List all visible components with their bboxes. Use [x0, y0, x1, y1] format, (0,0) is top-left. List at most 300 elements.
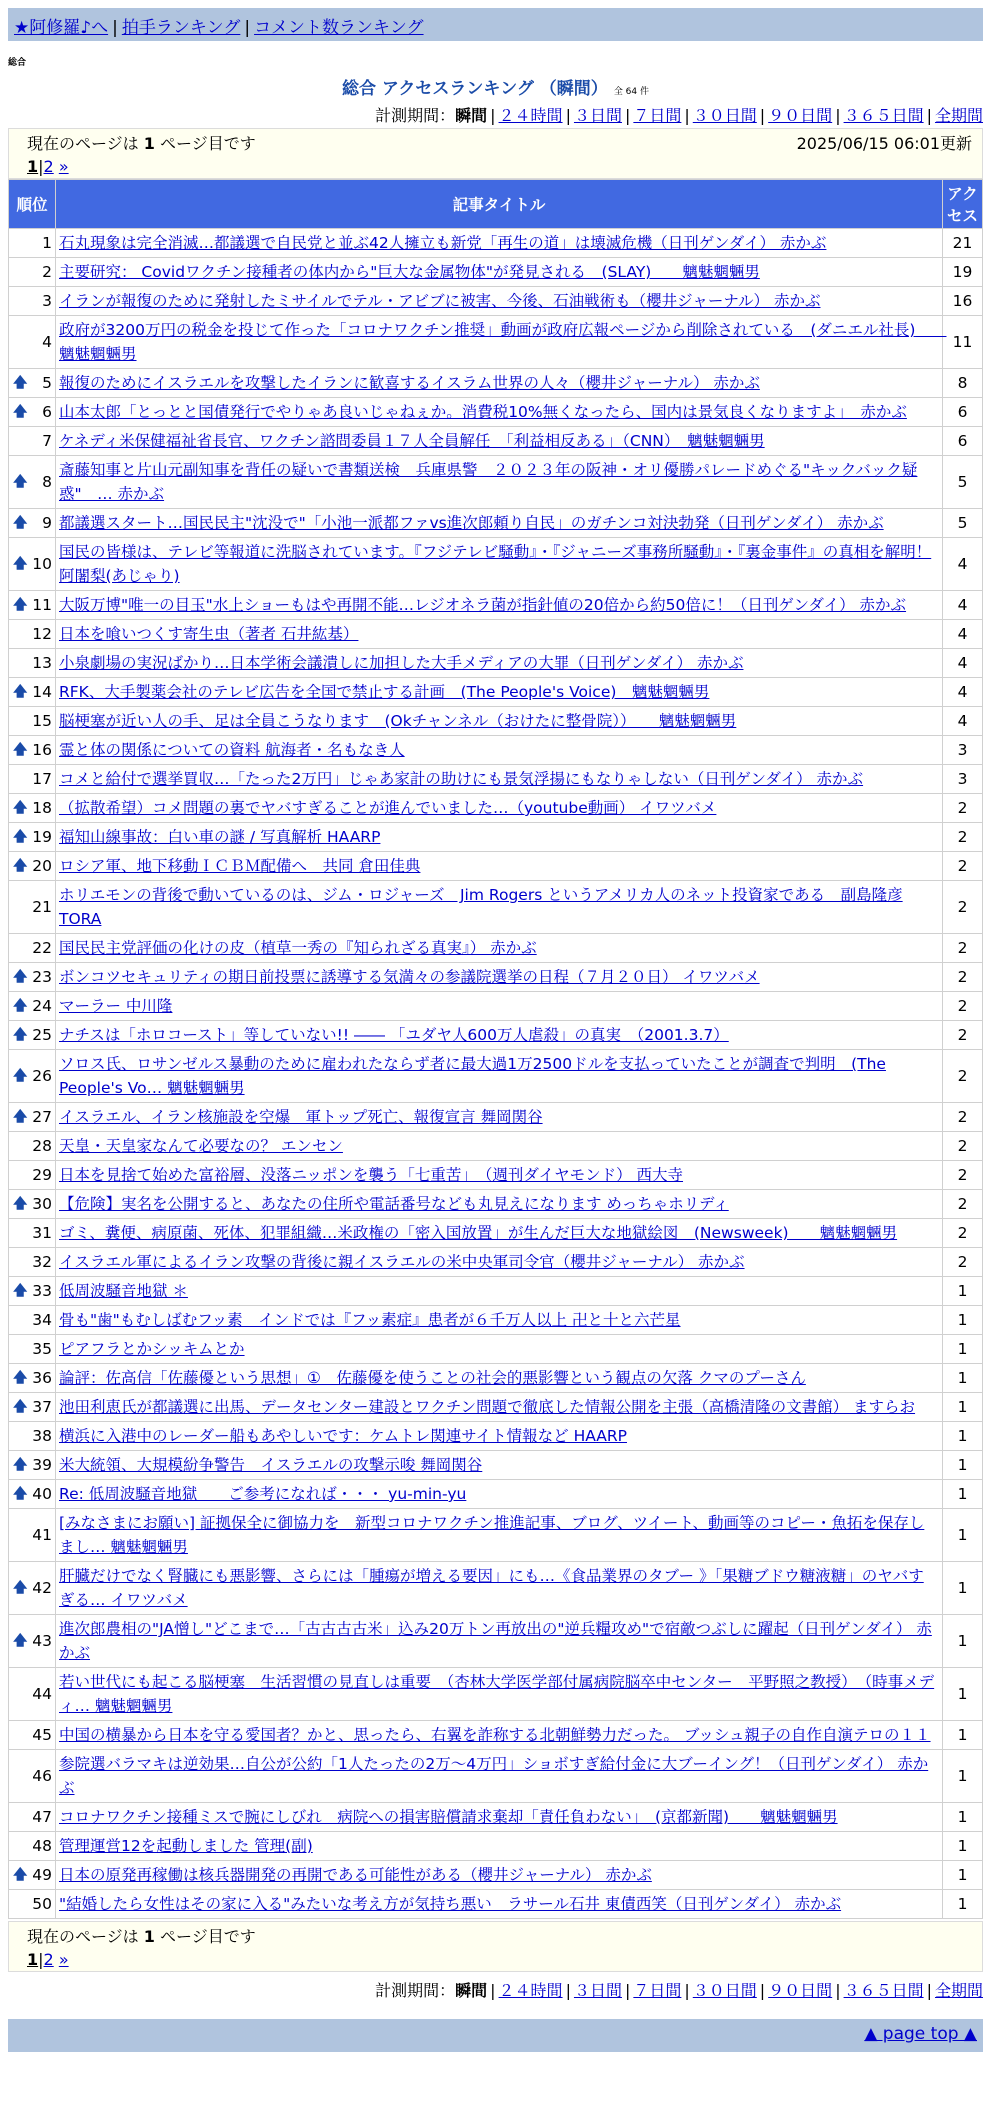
article-link[interactable]: （拡散希望）コメ問題の裏でヤバすぎることが進んでいました…（youtube動画） イワツバメ	[59, 799, 717, 817]
period-link[interactable]: ９０日間	[768, 1981, 833, 2000]
table-row	[9, 963, 983, 992]
period-sep: |	[684, 1981, 690, 2000]
pagination	[27, 157, 972, 176]
article-link[interactable]: 都議選スタート…国民民主"沈没で"「小池一派都ファvs進次郎頼り自民」のガチンコ対決勃発（日刊ゲンダイ） 赤かぶ	[59, 514, 884, 532]
article-link[interactable]: 【危険】実名を公開すると、あなたの住所や電話番号なども丸見えになります めっちゃホリディ	[59, 1195, 729, 1213]
period-link[interactable]: ３６５日間	[843, 106, 924, 125]
article-link[interactable]: 主要研究： Covidワクチン接種者の体内から"巨大な金属物体"が発見される (SLAY) 魑魅魍魎男	[59, 263, 760, 281]
rank-cell	[9, 1364, 56, 1393]
article-link[interactable]: 霊と体の関係についての資料 航海者・名もなき人	[59, 741, 405, 759]
table-row	[9, 591, 983, 620]
title-cell	[56, 1393, 943, 1422]
rank-number: 44	[32, 1685, 52, 1703]
article-link[interactable]: ソロス氏、ロサンゼルス暴動のために雇われたならず者に最大過1万2500ドルを支払っていたことが調査で判明 (The People's Vo… 魑魅魍魎男	[59, 1055, 886, 1097]
rank-number: 35	[32, 1340, 52, 1358]
period-current: 瞬間	[455, 106, 488, 125]
pager-sep: |	[38, 157, 44, 176]
table-row	[9, 1451, 983, 1480]
article-link[interactable]: 進次郎農相の"JA憎し"どこまで…「古古古古米」込み20万トン再放出の"逆兵糧攻め"で宿敵つぶしに躍起（日刊ゲンダイ） 赤かぶ	[59, 1620, 932, 1662]
article-link[interactable]: RFK、大手製薬会社のテレビ広告を全国で禁止する計画 (The People's Voice) 魑魅魍魎男	[59, 683, 710, 701]
page-title	[0, 74, 991, 99]
page-current: 1	[27, 157, 39, 176]
article-link[interactable]: 日本を喰いつくす寄生虫（著者 石井紘基）	[59, 625, 359, 643]
access-count: 2	[943, 992, 983, 1021]
article-link[interactable]: 国民の皆様は、テレビ等報道に洗脳されています。『フジテレビ騒動』・『ジャニーズ事務所騒動』・『裏金事件』の真相を解明！ 阿闍梨(あじゃり)	[59, 543, 932, 585]
article-link[interactable]: 横浜に入港中のレーダー船もあやしいです：ケムトレ関連サイト情報など HAARP	[59, 1427, 627, 1445]
rank-up-icon: 🡅	[13, 375, 28, 391]
rank-cell	[9, 1803, 56, 1832]
title-cell	[56, 591, 943, 620]
table-row	[9, 1832, 983, 1861]
access-count: 2	[943, 1021, 983, 1050]
table-row	[9, 1364, 983, 1393]
article-link[interactable]: 骨も"歯"もむしばむフッ素 インドでは『フッ素症』患者が６千万人以上 卍と十と六芒星	[59, 1311, 681, 1329]
table-row	[9, 1668, 983, 1721]
rank-cell	[9, 1132, 56, 1161]
access-count: 1	[943, 1750, 983, 1803]
access-count: 1	[943, 1480, 983, 1509]
title-cell	[56, 1562, 943, 1615]
rank-cell	[9, 1480, 56, 1509]
rank-cell	[9, 1832, 56, 1861]
article-link[interactable]: ピアフラとかシッキムとか	[59, 1340, 245, 1358]
rank-cell	[9, 1021, 56, 1050]
table-row	[9, 1890, 983, 1919]
rank-number: 23	[32, 968, 52, 986]
rank-cell	[9, 736, 56, 765]
rank-cell	[9, 1335, 56, 1364]
period-sep: |	[759, 1981, 766, 2000]
title-cell	[56, 881, 943, 934]
title-cell	[56, 1509, 943, 1562]
access-count: 1	[943, 1890, 983, 1919]
rank-cell	[9, 1306, 56, 1335]
rank-number: 11	[32, 596, 52, 614]
title-cell	[56, 1219, 943, 1248]
rank-cell	[9, 1750, 56, 1803]
article-link[interactable]: コロナワクチン接種ミスで腕にしびれ 病院への損害賠償請求棄却「責任負わない」 (京都新聞) 魑魅魍魎男	[59, 1808, 838, 1826]
article-link[interactable]: マーラー 中川隆	[59, 997, 173, 1015]
title-header: 記事タイトル	[56, 180, 943, 229]
rank-number: 36	[32, 1369, 52, 1387]
rank-cell	[9, 509, 56, 538]
article-link[interactable]: 日本の原発再稼働は核兵器開発の再開である可能性がある（櫻井ジャーナル） 赤かぶ	[59, 1866, 652, 1884]
rank-up-icon: 🡅	[13, 969, 28, 985]
title-cell	[56, 1161, 943, 1190]
pager-sep: |	[38, 1950, 44, 1969]
access-count: 1	[943, 1335, 983, 1364]
table-row	[9, 1335, 983, 1364]
title-cell	[56, 1422, 943, 1451]
rank-cell	[9, 881, 56, 934]
access-count: 8	[943, 369, 983, 398]
rank-number: 39	[32, 1456, 52, 1474]
period-link[interactable]: ３日間	[573, 106, 622, 125]
article-link[interactable]: 政府が3200万円の税金を投じて作った「コロナワクチン推奨」動画が政府広報ページから削除されている (ダニエル社長) 魑魅魍魎男	[59, 321, 947, 363]
period-sep: |	[835, 1981, 841, 2000]
rank-number: 22	[32, 939, 52, 957]
article-link[interactable]: 日本を見捨て始めた富裕層、没落ニッポンを襲う「七重苦」 （週刊ダイヤモンド） 西大寺	[59, 1166, 684, 1184]
table-row	[9, 1277, 983, 1306]
article-link[interactable]: 参院選バラマキは逆効果…自公が公約「1人たったの2万〜4万円」ショボすぎ給付金に大ブーイング！（日刊ゲンダイ） 赤かぶ	[59, 1755, 929, 1797]
title-cell	[56, 456, 943, 509]
page-info-box-bottom	[8, 1921, 983, 1972]
period-sep: |	[565, 1981, 571, 2000]
period-link[interactable]: 全期間	[934, 106, 983, 125]
period-link[interactable]: ３０日間	[692, 106, 757, 125]
rank-cell	[9, 316, 56, 369]
article-link[interactable]: 小泉劇場の実況ばかり…日本学術会議潰しに加担した大手メディアの大罪（日刊ゲンダイ） 赤かぶ	[59, 654, 744, 672]
access-count: 2	[943, 1103, 983, 1132]
article-link[interactable]: ゴミ、糞便、病原菌、死体、犯罪組織…米政権の「密入国放置」が生んだ巨大な地獄絵図 (Newsweek) 魑魅魍魎男	[59, 1224, 898, 1242]
period-current-bottom: 瞬間	[455, 1981, 488, 2000]
page-link[interactable]: 2	[43, 1950, 54, 1969]
access-count: 1	[943, 1306, 983, 1335]
table-row	[9, 794, 983, 823]
rank-number: 20	[32, 857, 52, 875]
access-count: 1	[943, 1364, 983, 1393]
period-link[interactable]: ９０日間	[768, 106, 833, 125]
page-top-link[interactable]: ▲ page top ▲	[864, 2024, 977, 2044]
access-count: 2	[943, 1161, 983, 1190]
table-row	[9, 1615, 983, 1668]
access-count: 5	[943, 509, 983, 538]
total-count: 全 64 件	[613, 87, 649, 97]
rank-cell	[9, 1721, 56, 1750]
title-cell	[56, 398, 943, 427]
title-cell	[56, 649, 943, 678]
article-link[interactable]: ナチスは「ホロコースト」等していない!! ―― 「ユダヤ人600万人虐殺」の真実 （2001.3.7）	[59, 1026, 729, 1044]
period-selector	[8, 103, 983, 126]
rank-number: 42	[32, 1579, 52, 1597]
rank-number: 6	[42, 403, 52, 421]
access-count: 1	[943, 1668, 983, 1721]
period-link[interactable]: ３日間	[573, 1981, 622, 2000]
table-row	[9, 736, 983, 765]
next-page-link[interactable]: »	[58, 157, 69, 176]
rank-number: 41	[32, 1526, 52, 1544]
updated-timestamp: 2025/06/15 06:01更新	[796, 134, 972, 153]
article-link[interactable]: Re: 低周波騒音地獄 ご参考になれば・・・ yu-min-yu	[59, 1485, 467, 1503]
rank-up-icon: 🡅	[13, 858, 28, 874]
rank-number: 47	[32, 1808, 52, 1826]
table-row	[9, 509, 983, 538]
period-sep: |	[624, 1981, 631, 2000]
title-cell	[56, 1277, 943, 1306]
page-current: 1	[27, 1950, 39, 1969]
rank-up-icon: 🡅	[13, 1027, 28, 1043]
rank-cell	[9, 934, 56, 963]
article-link[interactable]: 論評：佐高信「佐藤優という思想」① 佐藤優を使うことの社会的悪影響という観点の欠落 クマのプーさん	[59, 1369, 806, 1387]
rank-number: 10	[32, 555, 52, 573]
access-count: 1	[943, 1451, 983, 1480]
title-cell	[56, 1803, 943, 1832]
rank-number: 38	[32, 1427, 52, 1445]
rank-cell	[9, 1562, 56, 1615]
rank-number: 5	[42, 374, 52, 392]
rank-number: 24	[32, 997, 52, 1015]
rank-up-icon: 🡅	[13, 1370, 28, 1386]
article-link[interactable]: 国民民主党評価の化けの皮（植草一秀の『知られざる真実』） 赤かぶ	[59, 939, 537, 957]
rank-cell	[9, 1161, 56, 1190]
page-info-box	[8, 128, 983, 179]
access-count: 6	[943, 398, 983, 427]
rank-cell	[9, 369, 56, 398]
table-row	[9, 1750, 983, 1803]
rank-number: 16	[32, 741, 52, 759]
rank-number: 3	[42, 292, 52, 310]
page-title-text: 総合 アクセスランキング （瞬間）	[341, 79, 608, 99]
table-row	[9, 1422, 983, 1451]
article-link[interactable]: [みなさまにお願い] 証拠保全に御協力を 新型コロナワクチン推進記事、ブログ、ツイート、動画等のコピー・魚拓を保存しまし… 魑魅魍魎男	[59, 1514, 925, 1556]
rank-number: 34	[32, 1311, 52, 1329]
access-count: 2	[943, 1050, 983, 1103]
article-link[interactable]: 報復のためにイスラエルを攻撃したイランに歓喜するイスラム世界の人々（櫻井ジャーナル） 赤かぶ	[59, 374, 760, 392]
table-row	[9, 934, 983, 963]
rank-up-icon: 🡅	[13, 474, 28, 490]
period-link[interactable]: ２４時間	[498, 106, 563, 125]
access-count: 3	[943, 765, 983, 794]
article-link[interactable]: 斎藤知事と片山元副知事を背任の疑いで書類送検 兵庫県警 ２０２３年の阪神・オリ優勝パレードめぐる"キックバック疑惑" … 赤かぶ	[59, 461, 918, 503]
access-count: 2	[943, 1219, 983, 1248]
title-cell	[56, 1050, 943, 1103]
table-row	[9, 649, 983, 678]
rank-cell	[9, 1103, 56, 1132]
access-count: 4	[943, 678, 983, 707]
period-sep: |	[490, 1981, 496, 2000]
rank-cell	[9, 765, 56, 794]
title-cell	[56, 1364, 943, 1393]
rank-cell	[9, 1668, 56, 1721]
rank-cell	[9, 678, 56, 707]
table-row	[9, 1219, 983, 1248]
period-link[interactable]: ２４時間	[498, 1981, 563, 2000]
access-count: 2	[943, 1248, 983, 1277]
rank-number: 13	[32, 654, 52, 672]
rank-up-icon: 🡅	[13, 800, 28, 816]
article-link[interactable]: 脳梗塞が近い人の手、足は全員こうなります (Okチャンネル（おけたに整骨院）） 魑魅魍魎男	[59, 712, 737, 730]
table-row	[9, 881, 983, 934]
rank-up-icon: 🡅	[13, 404, 28, 420]
table-row	[9, 456, 983, 509]
table-row	[9, 1248, 983, 1277]
period-link[interactable]: ７日間	[633, 1981, 682, 2000]
table-row	[9, 992, 983, 1021]
rank-cell	[9, 1248, 56, 1277]
access-count: 1	[943, 1393, 983, 1422]
page-status-bottom: 現在のページは 1 ページ目です	[27, 1927, 256, 1946]
rank-cell	[9, 620, 56, 649]
article-link[interactable]: ケネディ米保健福祉省長官、ワクチン諮問委員１７人全員解任 「利益相反ある」（CNN） 魑魅魍魎男	[59, 432, 765, 450]
title-cell	[56, 427, 943, 456]
period-link[interactable]: ３０日間	[692, 1981, 757, 2000]
access-count: 2	[943, 1132, 983, 1161]
table-row	[9, 369, 983, 398]
table-row	[9, 1132, 983, 1161]
period-link[interactable]: ３６５日間	[843, 1981, 924, 2000]
period-link[interactable]: ７日間	[633, 106, 682, 125]
access-count: 4	[943, 620, 983, 649]
title-cell	[56, 620, 943, 649]
footer-bar	[8, 2019, 983, 2052]
article-link[interactable]: イスラエル軍によるイラン攻撃の背後に親イスラエルの米中央軍司令官（櫻井ジャーナル） 赤かぶ	[59, 1253, 745, 1271]
article-link[interactable]: イスラエル、イラン核施設を空爆 軍トップ死亡、報復宣言 舞岡関谷	[59, 1108, 543, 1126]
access-count: 6	[943, 427, 983, 456]
rank-cell	[9, 398, 56, 427]
rank-cell	[9, 1615, 56, 1668]
title-cell	[56, 229, 943, 258]
title-cell	[56, 1668, 943, 1721]
period-selector-bottom	[8, 1978, 983, 2001]
title-cell	[56, 369, 943, 398]
comment-ranking-link[interactable]: コメント数ランキング	[254, 18, 424, 38]
rank-cell	[9, 1890, 56, 1919]
rank-up-icon: 🡅	[13, 1867, 28, 1883]
article-link[interactable]: ロシア軍、地下移動ＩＣＢＭ配備へ 共同 倉田佳典	[59, 857, 421, 875]
rank-number: 12	[32, 625, 52, 643]
title-cell	[56, 823, 943, 852]
rank-up-icon: 🡅	[13, 742, 28, 758]
access-count: 1	[943, 1509, 983, 1562]
table-row	[9, 287, 983, 316]
page-link[interactable]: 2	[43, 157, 54, 176]
title-cell	[56, 1335, 943, 1364]
title-cell	[56, 707, 943, 736]
rank-up-icon: 🡅	[13, 1457, 28, 1473]
pagination-bottom	[27, 1950, 972, 1969]
rank-cell	[9, 538, 56, 591]
period-sep: |	[490, 106, 496, 125]
rank-number: 32	[32, 1253, 52, 1271]
article-link[interactable]: 米大統領、大規模紛争警告 イスラエルの攻撃示唆 舞岡関谷	[59, 1456, 483, 1474]
rank-up-icon: 🡅	[13, 684, 28, 700]
access-count: 1	[943, 1615, 983, 1668]
rank-up-icon: 🡅	[13, 1399, 28, 1415]
article-link[interactable]: 福知山線事故：白い車の謎 / 写真解析 HAARP	[59, 828, 381, 846]
rank-up-icon: 🡅	[13, 829, 28, 845]
rank-number: 14	[32, 683, 52, 701]
article-link[interactable]: 池田利恵氏が都議選に出馬、データセンター建設とワクチン問題で徹底した情報公開を主張（高橋清隆の文書館） ますらお	[59, 1398, 916, 1416]
article-link[interactable]: 大阪万博"唯一の目玉"水上ショーもはや再開不能…レジオネラ菌が指針値の20倍から約50倍に！（日刊ゲンダイ） 赤かぶ	[59, 596, 907, 614]
access-count: 2	[943, 1190, 983, 1219]
access-count: 4	[943, 707, 983, 736]
rank-up-icon: 🡅	[13, 998, 28, 1014]
title-cell	[56, 538, 943, 591]
period-sep: |	[835, 106, 841, 125]
table-row	[9, 1803, 983, 1832]
period-sep: |	[926, 1981, 932, 2000]
title-cell	[56, 1132, 943, 1161]
access-count: 1	[943, 1832, 983, 1861]
rank-up-icon: 🡅	[13, 556, 28, 572]
page-status: 現在のページは 1 ページ目です	[27, 134, 256, 153]
table-row	[9, 678, 983, 707]
rank-number: 33	[32, 1282, 52, 1300]
period-sep: |	[624, 106, 631, 125]
rank-cell	[9, 707, 56, 736]
access-count: 3	[943, 736, 983, 765]
access-count: 1	[943, 1562, 983, 1615]
rank-number: 27	[32, 1108, 52, 1126]
article-link[interactable]: 天皇・天皇家なんて必要なの？ エンセン	[59, 1137, 343, 1155]
article-link[interactable]: コメと給付で選挙買収…「たった2万円」じゃあ家計の助けにも景気浮揚にもなりゃしない（日刊ゲンダイ） 赤かぶ	[59, 770, 864, 788]
article-link[interactable]: イランが報復のために発射したミサイルでテル・アビブに被害、今後、石油戦術も（櫻井ジャーナル） 赤かぶ	[59, 292, 821, 310]
title-cell	[56, 1832, 943, 1861]
rank-cell	[9, 823, 56, 852]
rank-number: 7	[42, 432, 52, 450]
home-link[interactable]: ★阿修羅♪へ	[14, 18, 109, 38]
table-row	[9, 1509, 983, 1562]
article-link[interactable]: 山本太郎「とっとと国債発行でやりゃあ良いじゃねぇか。消費税10%無くなったら、国内は景気良くなりますよ」 赤かぶ	[59, 403, 907, 421]
table-row	[9, 1306, 983, 1335]
rank-cell	[9, 649, 56, 678]
rank-number: 18	[32, 799, 52, 817]
rank-up-icon: 🡅	[13, 1283, 28, 1299]
table-row	[9, 852, 983, 881]
article-link[interactable]: ホリエモンの背後で動いているのは、ジム・ロジャーズ Jim Rogers というアメリカ人のネット投資家である 副島隆彦 TORA	[59, 886, 903, 928]
access-count: 11	[943, 316, 983, 369]
next-page-link[interactable]: »	[58, 1950, 69, 1969]
title-cell	[56, 1721, 943, 1750]
period-label: 計測期間：	[375, 106, 456, 125]
title-cell	[56, 1103, 943, 1132]
rank-cell	[9, 992, 56, 1021]
period-sep: |	[684, 106, 690, 125]
table-row	[9, 229, 983, 258]
title-cell	[56, 1248, 943, 1277]
article-link[interactable]: "結婚したら女性はその家に入る"みたいな考え方が気持ち悪い ラサール石井 東債西笑（日刊ゲンダイ） 赤かぶ	[59, 1895, 842, 1913]
article-link[interactable]: 石丸現象は完全消滅…都議選で自民党と並ぶ42人擁立も新党「再生の道」は壊滅危機（日刊ゲンダイ） 赤かぶ	[59, 234, 827, 252]
period-sep: |	[759, 106, 766, 125]
article-link[interactable]: 肝臓だけでなく腎臓にも悪影響、さらには「腫瘍が増える要因」にも…《食品業界のタブー 》「果糖ブドウ糖液糖」のヤバすぎる… イワツバメ	[59, 1567, 924, 1609]
rank-cell	[9, 852, 56, 881]
rank-number: 21	[32, 898, 52, 916]
table-row	[9, 398, 983, 427]
table-row	[9, 1393, 983, 1422]
period-label-bottom: 計測期間：	[375, 1981, 456, 2000]
rank-cell	[9, 963, 56, 992]
rank-number: 17	[32, 770, 52, 788]
table-row	[9, 258, 983, 287]
table-row	[9, 1050, 983, 1103]
table-row	[9, 765, 983, 794]
title-cell	[56, 1861, 943, 1890]
rank-cell	[9, 456, 56, 509]
rank-number: 49	[32, 1866, 52, 1884]
article-link[interactable]: 中国の横暴から日本を守る愛国者？かと、思ったら、右翼を詐称する北朝鮮勢力だった。 ブッシュ親子の自作自演テロの１１	[59, 1726, 931, 1744]
table-row	[9, 1562, 983, 1615]
rank-cell	[9, 794, 56, 823]
table-row	[9, 1161, 983, 1190]
title-cell	[56, 963, 943, 992]
article-link[interactable]: 管理運営12を起動しました 管理(副)	[59, 1837, 313, 1855]
rank-up-icon: 🡅	[13, 1580, 28, 1596]
rank-number: 9	[42, 514, 52, 532]
clap-ranking-link[interactable]: 拍手ランキング	[121, 18, 241, 38]
title-cell	[56, 287, 943, 316]
table-row	[9, 1861, 983, 1890]
article-link[interactable]: 若い世代にも起こる脳梗塞 生活習慣の見直しは重要 （杏林大学医学部付属病院脳卒中センター 平野照之教授） （時事メディ… 魑魅魍魎男	[59, 1673, 935, 1715]
period-link[interactable]: 全期間	[934, 1981, 983, 2000]
title-cell	[56, 794, 943, 823]
article-link[interactable]: ボンコツセキュリティの期日前投票に誘導する気満々の参議院選挙の日程（７月２０日） イワツバメ	[59, 968, 760, 986]
rank-number: 4	[42, 333, 52, 351]
article-link[interactable]: 低周波騒音地獄 ＊	[59, 1282, 188, 1300]
access-count: 1	[943, 1721, 983, 1750]
access-count: 1	[943, 1803, 983, 1832]
period-sep: |	[565, 106, 571, 125]
table-row	[9, 707, 983, 736]
